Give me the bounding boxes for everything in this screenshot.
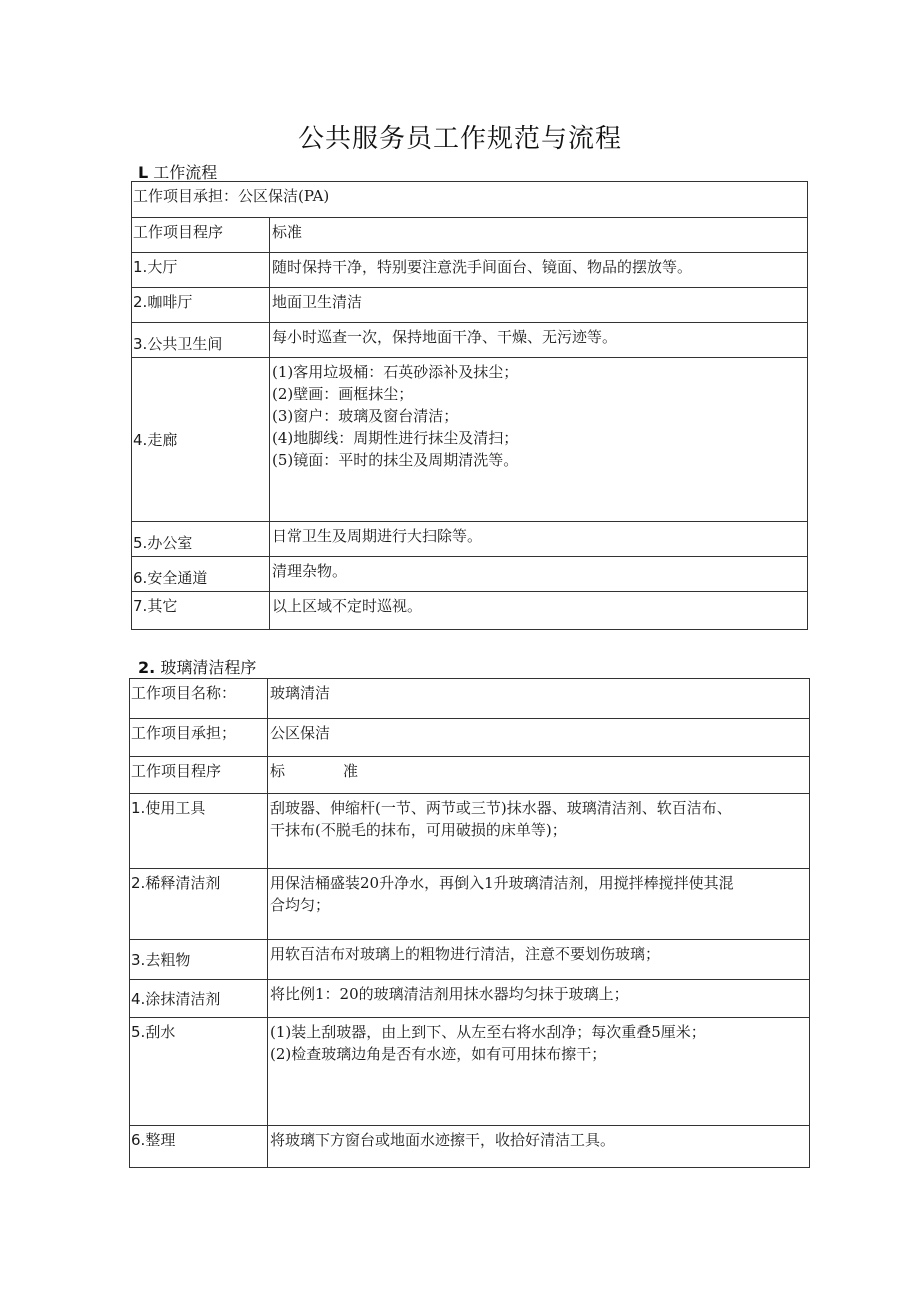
row-standard-line: (3)窗户：玻璃及窗台清洁； (272, 407, 459, 425)
row-number: 6. (133, 569, 148, 587)
section2-heading-number: 2. (138, 658, 156, 677)
glass-cleaning-table (129, 678, 810, 1168)
row-label: 涂抹清洁剂 (145, 990, 221, 1008)
row-standard-line: (5)镜面：平时的抹尘及周期清洗等。 (272, 451, 519, 469)
header-standard-char-1: 标 (270, 762, 286, 780)
row-label: 走廊 (147, 431, 178, 449)
row-standard-line: (4)地脚线：周期性进行抹尘及清扫； (272, 429, 519, 447)
row-label: 其它 (147, 597, 178, 615)
table-row (130, 869, 810, 940)
document-title: 公共服务员工作规范与流程 (297, 124, 622, 154)
row-standard: 地面卫生清洁 (272, 293, 363, 311)
row-label: 刮水 (145, 1023, 176, 1041)
header-standard (268, 757, 810, 794)
row-standard: 每小时巡查一次，保持地面干净、干燥、无污迹等。 (272, 328, 618, 346)
section1-heading-number: L (138, 163, 149, 182)
section1-heading (138, 160, 217, 183)
row-label: 大厅 (147, 258, 178, 276)
row-standard: 用软百洁布对玻璃上的粗物进行清洁，注意不要划伤玻璃； (270, 945, 661, 963)
table-row (130, 980, 810, 1018)
row-label: 整理 (145, 1131, 176, 1149)
row-number: 3. (131, 951, 146, 969)
table-row (132, 557, 808, 592)
table-row (132, 358, 808, 522)
row-label: 使用工具 (145, 799, 206, 817)
work-flow-table (131, 181, 808, 630)
row-standard: 清理杂物。 (272, 562, 348, 580)
table-row (130, 794, 810, 869)
row-label: 办公室 (147, 534, 193, 552)
row-number: 3. (133, 335, 148, 353)
row-number: 7. (133, 597, 148, 615)
header-standard: 标准 (270, 218, 808, 253)
row-label: 咖啡厅 (147, 293, 193, 311)
row-label: 安全通道 (147, 569, 208, 587)
row-label: 去粗物 (145, 951, 191, 969)
row-label: 稀释清洁剂 (145, 874, 221, 892)
table-row (132, 323, 808, 358)
row-standard: 日常卫生及周期进行大扫除等。 (272, 527, 483, 545)
row-number: 2. (131, 874, 146, 892)
header-procedure: 工作项目程序 (132, 218, 270, 253)
name-value-cell: 玻璃清洁 (268, 679, 810, 719)
table-row (132, 592, 808, 630)
row-standard: 将比例1：20的玻璃清洁剂用抹水器均匀抹于玻璃上； (270, 985, 629, 1003)
header-standard-char-2: 准 (343, 762, 359, 780)
row-number: 1. (131, 799, 146, 817)
assignee-value-cell: 公区保洁 (268, 719, 810, 757)
row-standard-line: (1)客用垃圾桶：石英砂添补及抹尘； (272, 363, 519, 381)
row-standard-line: (2)壁画：画框抹尘； (272, 385, 414, 403)
row-standard-line: 合均匀； (270, 896, 331, 914)
row-standard: 以上区域不定时巡视。 (272, 597, 423, 615)
row-standard: 随时保持干净，特别要注意洗手间面台、镜面、物品的摆放等。 (272, 258, 693, 276)
row-number: 4. (133, 431, 148, 449)
section1-heading-text: 工作流程 (153, 163, 218, 182)
table-row (130, 1126, 810, 1168)
row-number: 2. (133, 293, 148, 311)
row-label: 公共卫生间 (147, 335, 223, 353)
row-standard: 将玻璃下方窗台或地面水迹擦干，收拾好清洁工具。 (270, 1131, 616, 1149)
row-standard-line: 干抹布(不脱毛的抹布，可用破损的床单等)； (270, 821, 567, 839)
assignee-label-cell: 工作项目承担； (130, 719, 268, 757)
table-row (132, 522, 808, 557)
table-row (130, 1018, 810, 1126)
header-procedure: 工作项目程序 (130, 757, 268, 794)
row-standard-line: (1)装上刮玻器，由上到下、从左至右将水刮净；每次重叠5厘米； (270, 1023, 706, 1041)
row-number: 5. (131, 1023, 146, 1041)
table-row (130, 940, 810, 980)
row-standard-line: 用保洁桶盛装20升净水，再倒入1升玻璃清洁剂，用搅拌棒搅拌使其混 (270, 874, 734, 892)
row-standard-line: (2)检查玻璃边角是否有水迹，如有可用抹布擦干； (270, 1045, 607, 1063)
row-number: 6. (131, 1131, 146, 1149)
table-row (132, 253, 808, 288)
row-number: 4. (131, 990, 146, 1008)
table-row (132, 288, 808, 323)
section2-heading-text: 玻璃清洁程序 (160, 658, 257, 677)
assignee-cell: 工作项目承担：公区保洁(PA) (132, 182, 808, 218)
row-number: 1. (133, 258, 148, 276)
row-number: 5. (133, 534, 148, 552)
name-label-cell: 工作项目名称： (130, 679, 268, 719)
row-standard-line: 刮玻器、伸缩杆(一节、两节或三节)抹水器、玻璃清洁剂、软百洁布、 (270, 799, 732, 817)
section2-heading (138, 655, 256, 678)
